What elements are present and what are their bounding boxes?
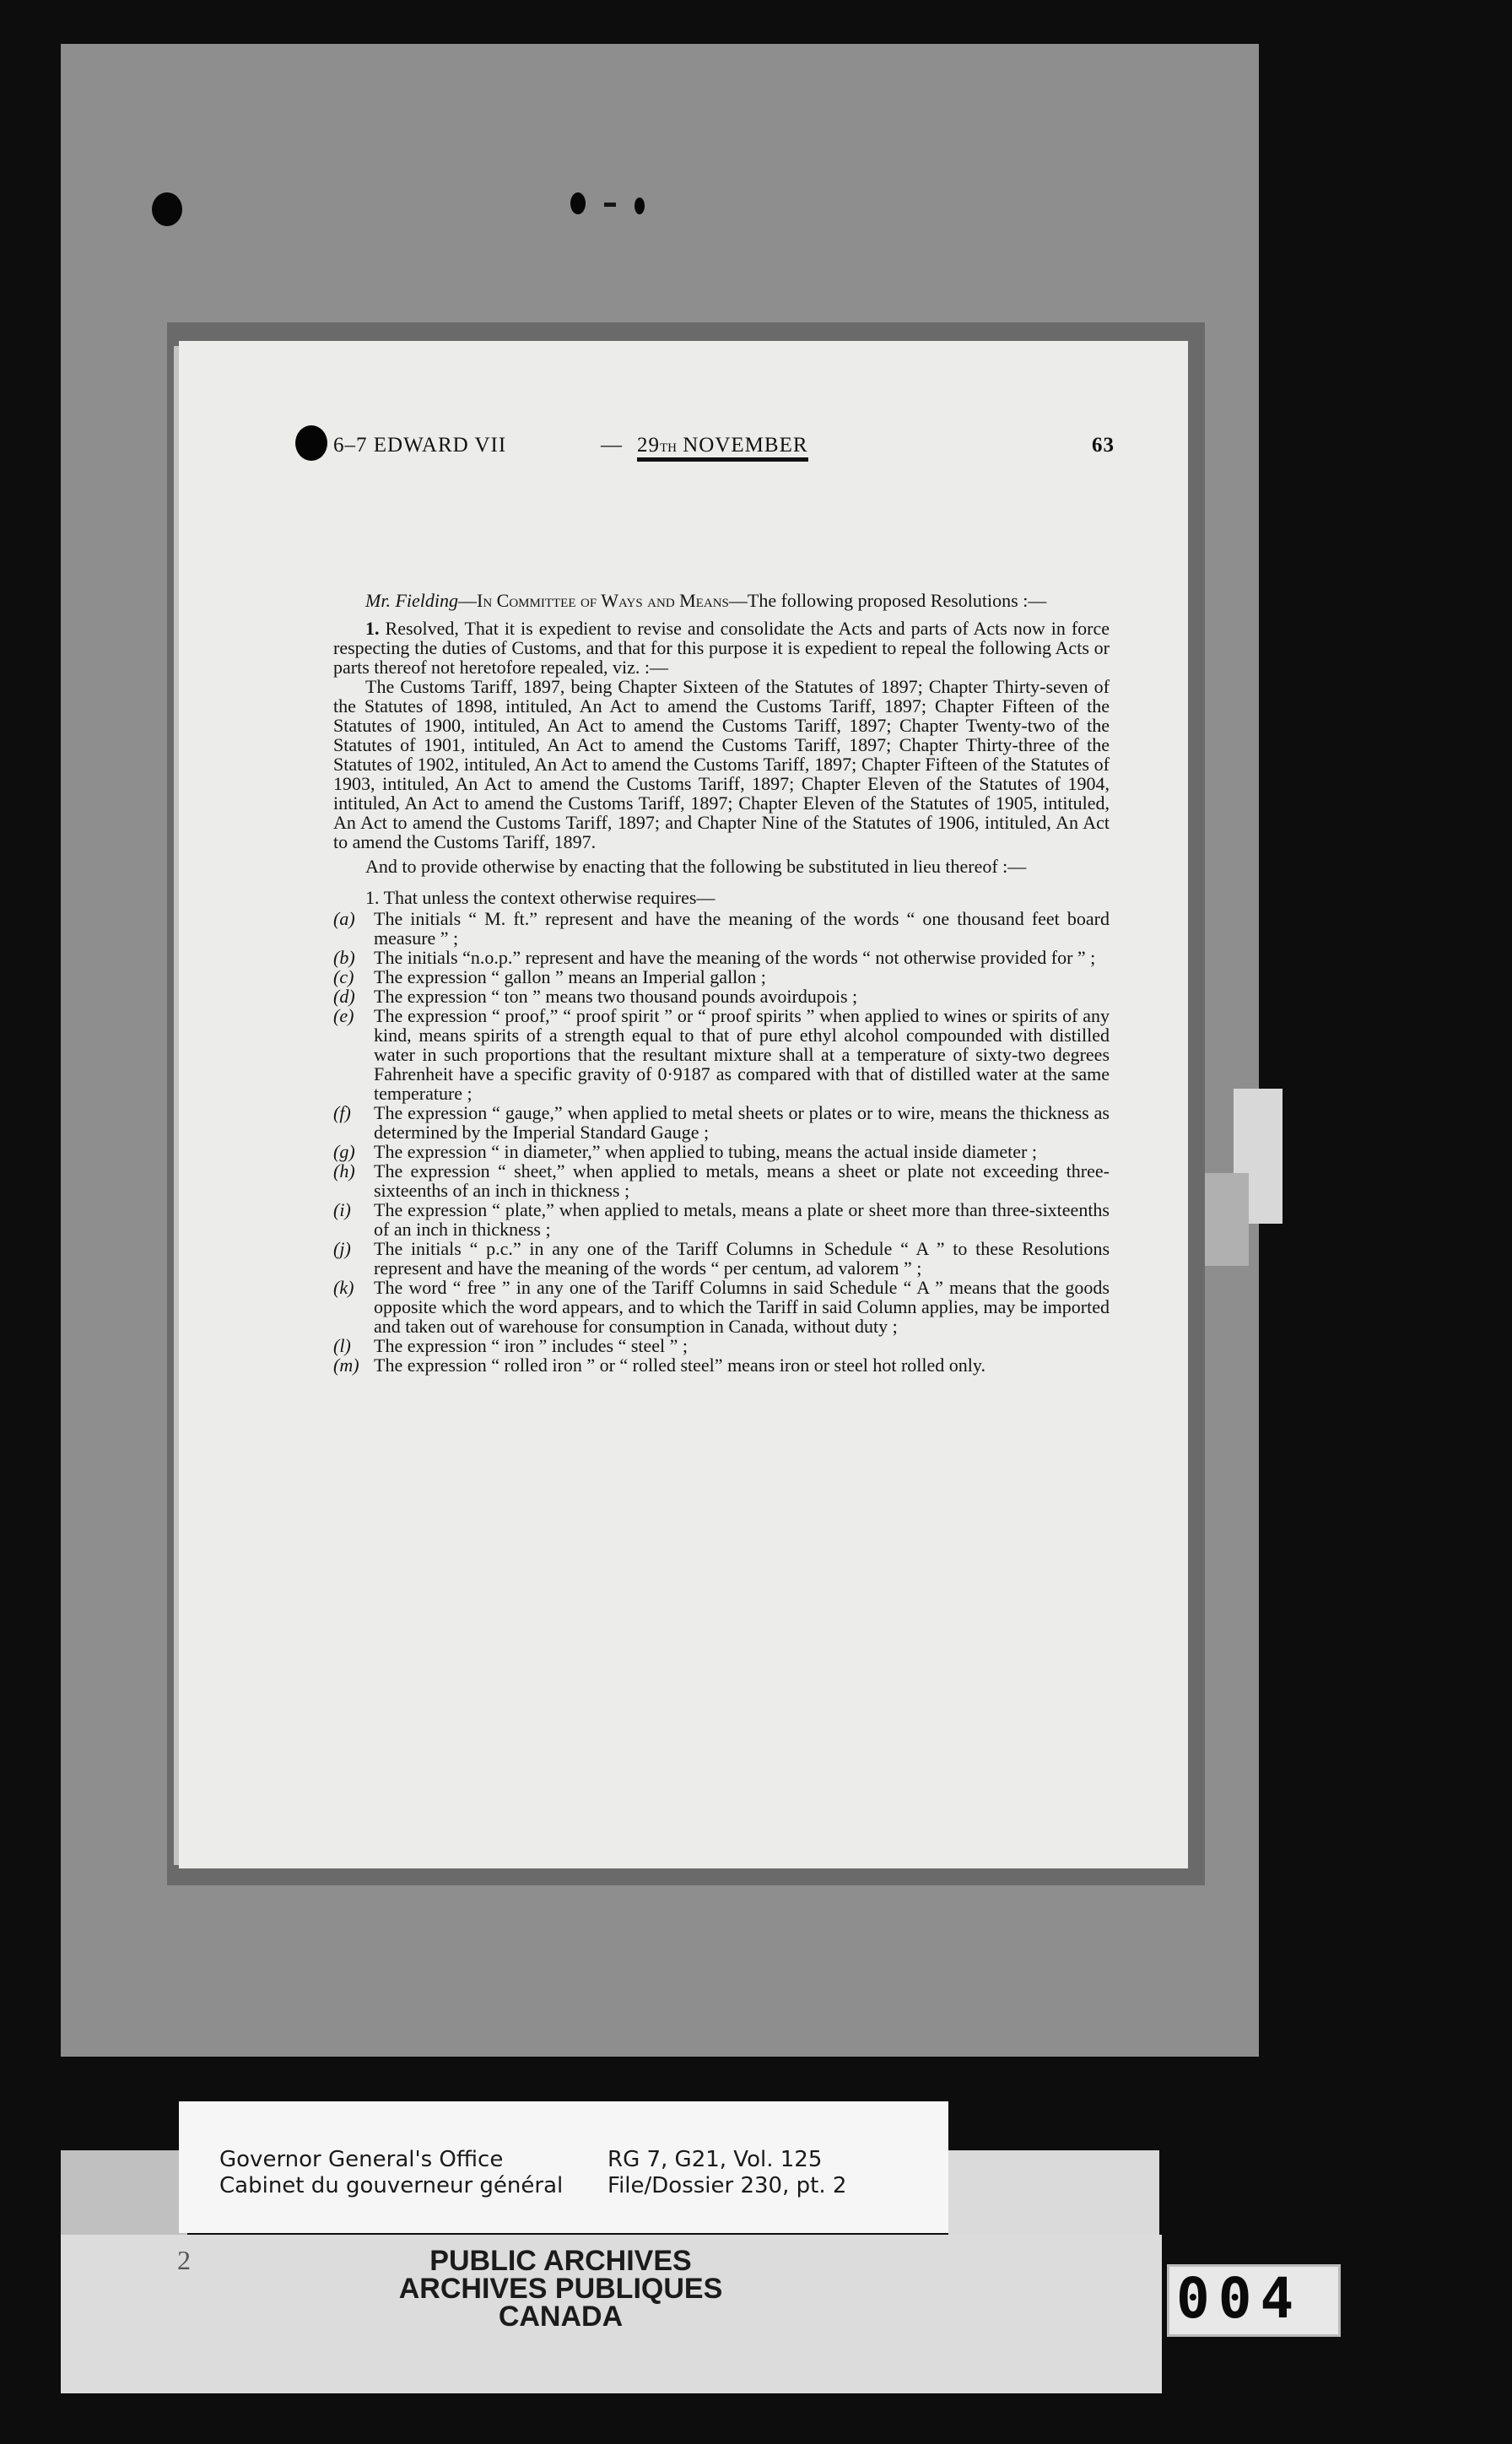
definition-item (333, 1161, 1110, 1200)
header-date (637, 434, 808, 462)
file-ref: File/Dossier 230, pt. 2 (608, 2173, 847, 2198)
definition-text: The expression “ gallon ” means an Imperial gallon ; (374, 966, 766, 987)
resolution-paragraph (333, 619, 1110, 677)
definition-item (333, 1278, 1110, 1336)
definition-item (333, 1006, 1110, 1103)
reference-card (179, 2101, 948, 2233)
definitions-list (333, 888, 1110, 1375)
definition-item (333, 1103, 1110, 1142)
definition-text: The expression “ gauge,” when applied to metal sheets or plates or to wire, means the thickness as determined by the Imperial Standard Gauge ; (374, 1102, 1110, 1143)
header-dash: — (601, 434, 623, 457)
header-day: 29 (637, 434, 660, 457)
frame-counter (1167, 2264, 1341, 2337)
definition-item (333, 967, 1110, 987)
card-strip (948, 2150, 1159, 2235)
card-strip (61, 2150, 187, 2235)
archives-stamp (61, 2235, 1162, 2393)
office-name-en: Governor General's Office (219, 2147, 504, 2172)
definition-key: (e) (333, 1005, 354, 1026)
definition-key: (f) (333, 1102, 351, 1123)
intro-dash: — (458, 590, 477, 611)
definition-item (333, 1200, 1110, 1239)
committee-heading: In Committee of Ways and Means (477, 590, 729, 611)
intro-rest: —The following proposed Resolutions :— (728, 590, 1047, 611)
header-day-suffix: TH (660, 441, 677, 455)
definition-text: The word “ free ” in any one of the Tariff Columns in said Schedule “ A ” means that the goods opposite which the word appears, and to which the Tariff in said Column applies, may be imported and taken out of warehouse for consumption in Canada, without duty ; (374, 1277, 1110, 1337)
punch-hole (152, 192, 182, 226)
definition-text: The initials “ p.c.” in any one of the Tariff Columns in Schedule “ A ” to these Resolutions represent and have the meaning of the words “ per centum, ad valorem ” ; (374, 1238, 1110, 1279)
definition-key: (h) (333, 1160, 355, 1181)
definition-text: The expression “ in diameter,” when applied to tubing, means the actual inside diameter ; (374, 1141, 1037, 1162)
document-page (179, 341, 1188, 1868)
definition-text: The initials “ M. ft.” represent and have the meaning of the words “ one thousand feet board measure ” ; (374, 908, 1110, 949)
document-body (333, 591, 1110, 1375)
office-name-fr: Cabinet du gouverneur général (219, 2173, 564, 2198)
definition-item (333, 909, 1110, 948)
definition-key: (c) (333, 966, 354, 987)
definition-text: The expression “ plate,” when applied to metals, means a plate or sheet more than three-sixteenths of an inch in thickness ; (374, 1199, 1110, 1240)
intro-paragraph (333, 591, 1110, 610)
paper-clip (1198, 1173, 1249, 1266)
definition-key: (l) (333, 1335, 351, 1356)
speaker: Mr. Fielding (365, 590, 458, 611)
punch-hole (634, 197, 645, 214)
record-group-ref: RG 7, G21, Vol. 125 (608, 2147, 823, 2172)
definition-key: (k) (333, 1277, 354, 1298)
definition-text: The expression “ sheet,” when applied to metals, means a sheet or plate not exceeding three-sixteenths of an inch in thickness ; (374, 1160, 1110, 1201)
frame-number: 004 (1176, 2266, 1303, 2331)
ink-mark (604, 203, 616, 207)
definition-item (333, 948, 1110, 967)
archives-line-country: CANADA (498, 2301, 624, 2333)
punch-hole (570, 192, 586, 214)
definition-text: The expression “ proof,” “ proof spirit ” or “ proof spirits ” when applied to wines or spirits of any kind, means spirits of a strength equal to that of pure ethyl alcohol compounded with distilled water in such proportions that the resultant mixture shall at a temperature of sixty-two degrees Fahrenheit have a specific gravity of 0·9187 as compared with that of distilled water at the same temperature ; (374, 1005, 1110, 1104)
definition-item (333, 1355, 1110, 1375)
definition-key: (b) (333, 947, 355, 968)
page-number: 63 (1092, 434, 1115, 457)
definition-text: The expression “ rolled iron ” or “ rolled steel” means iron or steel hot rolled only. (374, 1354, 986, 1376)
archives-line-fr: ARCHIVES PUBLIQUES (398, 2273, 723, 2305)
definition-item (333, 1336, 1110, 1355)
definition-item (333, 1239, 1110, 1278)
definitions-lead: 1. That unless the context otherwise requires— (365, 887, 716, 908)
definition-key: (d) (333, 986, 355, 1007)
definition-key: (j) (333, 1238, 351, 1259)
resolution-number: 1. (365, 618, 380, 639)
definition-key: (g) (333, 1141, 355, 1162)
definition-key: (i) (333, 1199, 351, 1220)
definition-text: The expression “ iron ” includes “ steel ” ; (374, 1335, 688, 1356)
definition-item (333, 1142, 1110, 1161)
pencil-mark: 2 (177, 2245, 191, 2275)
definition-item (333, 987, 1110, 1006)
header-reign: 6–7 EDWARD VII (333, 434, 507, 457)
header-month: NOVEMBER (683, 434, 808, 457)
acts-paragraph: The Customs Tariff, 1897, being Chapter Sixteen of the Statutes of 1897; Chapter Thirty-seven of the Statutes of 1898, intituled, An Act to amend the Customs Tariff, 1897; Chapter Fifteen of the Statutes of 1900, intituled, An Act to amend the Customs Tariff, 1897; Chapter Twenty-two of the Statutes of 1901, intituled, An Act to amend the Customs Tariff, 1897; Chapter Thirty-three of the Statutes of 1902, intituled, An Act to amend the Customs Tariff, 1897; Chapter Fifteen of the Statutes of 1903, intituled, An Act to amend the Customs Tariff, 1897; Chapter Eleven of the Statutes of 1904, intituled, An Act to amend the Customs Tariff, 1897; Chapter Eleven of the Statutes of 1905, intituled, An Act to amend the Customs Tariff, 1897; and Chapter Nine of the Statutes of 1906, intituled, An Act to amend the Customs Tariff, 1897. (333, 676, 1110, 852)
definition-text: The expression “ ton ” means two thousand pounds avoirdupois ; (374, 986, 858, 1007)
definition-text: The initials “n.o.p.” represent and have the meaning of the words “ not otherwise provided for ” ; (374, 947, 1096, 968)
definition-key: (a) (333, 908, 355, 929)
archives-line-en: PUBLIC ARCHIVES (429, 2245, 692, 2277)
resolution-text: Resolved, That it is expedient to revise and consolidate the Acts and parts of Acts now in force respecting the duties of Customs, and that for this purpose it is expedient to repeal the following Acts or parts thereof not heretofore repealed, viz. :— (333, 618, 1110, 678)
definition-key: (m) (333, 1354, 359, 1376)
running-header (179, 434, 1188, 468)
provide-paragraph: And to provide otherwise by enacting that the following be substituted in lieu thereof :— (365, 856, 1027, 877)
